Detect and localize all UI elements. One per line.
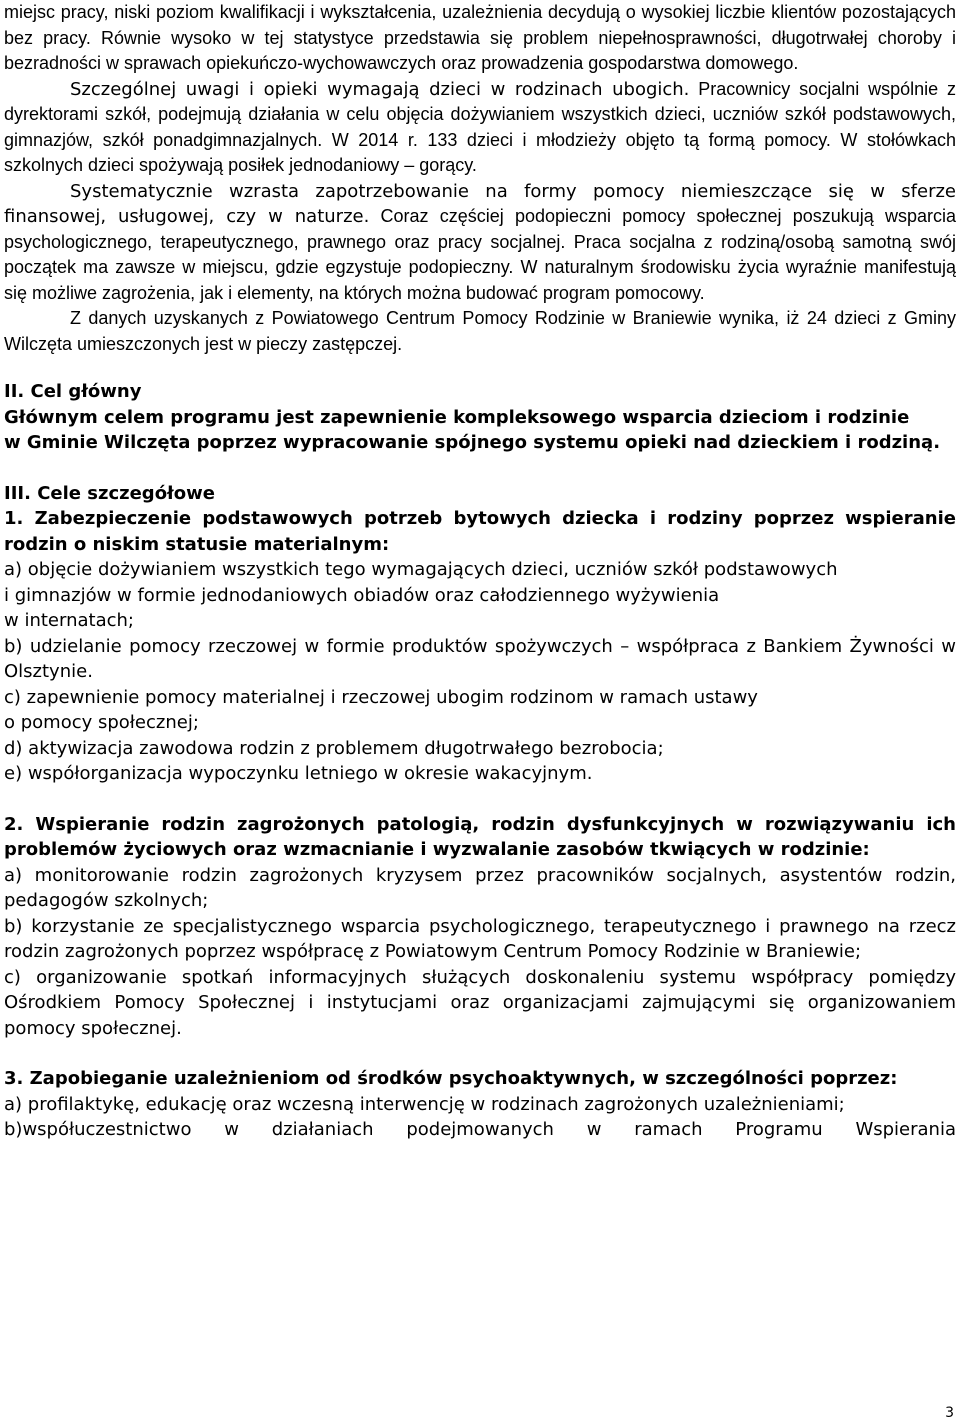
goal-1-item-a-line-2: i gimnazjów w formie jednodaniowych obiadów oraz całodziennego wyżywienia (4, 584, 720, 606)
goal-3-item-b: b)współuczestnictwo w działaniach podejmowanych w ramach Programu Wspierania (4, 1119, 956, 1140)
main-goal-line-2: w Gminie Wilczęta poprzez wypracowanie spójnego systemu opieki nad dzieckiem i rodziną. (4, 432, 941, 453)
goal-1-item-d: d) aktywizacja zawodowa rodzin z problemem długotrwałego bezrobocia; (4, 737, 664, 759)
goal-1-item-a-line-3: w internatach; (4, 610, 134, 631)
main-goal-line-1: Głównym celem programu jest zapewnienie kompleksowego wsparcia dzieciom i rodzinie (4, 406, 910, 428)
goal-2-title: 2. Wspieranie rodzin zagrożonych patologią, rodzin dysfunkcyjnych w rozwiązywaniu ich problemów życiowych oraz wzmacnianie i wyzwalanie zasobów tkwiących w rodzinie: (4, 813, 956, 860)
intro-paragraph-2-lead: Szczególnej uwagi i opieki wymagają dzieci w rodzinach ubogich. (70, 78, 690, 100)
goal-1-title: 1. Zabezpieczenie podstawowych potrzeb bytowych dziecka i rodziny poprzez wspieranie rodzin o niskim statusie materialnym: (4, 508, 956, 555)
intro-paragraph-4: Z danych uzyskanych z Powiatowego Centrum Pomocy Rodzinie w Braniewie wynika, iż 24 dzieci z Gminy Wilczęta umieszczonych jest w pieczy zastępczej. (4, 308, 956, 354)
section-2-heading: II. Cel główny (4, 381, 142, 402)
goal-2-item-a: a) monitorowanie rodzin zagrożonych kryzysem przez pracowników socjalnych, asystentów rodzin, pedagogów szkolnych; (4, 864, 956, 911)
goal-3-title: 3. Zapobieganie uzależnieniom od środków psychoaktywnych, w szczególności poprzez: (4, 1068, 898, 1089)
goal-2-item-b: b) korzystanie ze specjalistycznego wsparcia psychologicznego, terapeutycznego i prawnego na rzecz rodzin zagrożonych poprzez współpracę z Powiatowym Centrum Pomocy Rodzinie w Braniewie; (4, 915, 956, 962)
page-number: 3 (945, 1405, 954, 1421)
section-3-heading: III. Cele szczegółowe (4, 482, 215, 504)
goal-1-item-a-line-1: a) objęcie dożywianiem wszystkich tego wymagających dzieci, uczniów szkół podstawowych (4, 559, 838, 580)
intro-paragraph-3-lead: Systematycznie wzrasta zapotrzebowanie na formy pomocy niemieszczące się w sferze finansowej, usługowej, czy w naturze. (4, 180, 956, 227)
document-page (4, 0, 956, 1143)
goal-3-item-a: a) profilaktykę, edukację oraz wczesną interwencję w rodzinach zagrożonych uzależnieniami; (4, 1093, 845, 1115)
intro-paragraph-1: miejsc pracy, niski poziom kwalifikacji i wykształcenia, uzależnienia decydują o wysokiej liczbie klientów pozostających bez pracy. Równie wysoko w tej statystyce przedstawia się problem niepełnosprawności, długotrwałej choroby i bezradności w sprawach opiekuńczo-wychowawczych oraz prowadzenia gospodarstwa domowego. (4, 2, 956, 73)
goal-1-item-b: b) udzielanie pomocy rzeczowej w formie produktów spożywczych – współpraca z Bankiem Żywności w Olsztynie. (4, 635, 956, 682)
intro-paragraph-3-body: Coraz częściej podopieczni pomocy społecznej poszukują wsparcia psychologicznego, terapeutycznego, prawnego oraz pracy socjalnej. Praca socjalna z rodziną/osobą samotną swój początek ma zawsze w miejscu, gdzie egzystuje podopieczny. W naturalnym środowisku życia wyraźnie manifestują się możliwe zagrożenia, jak i elementy, na których można budować program pomocowy. (4, 206, 956, 303)
goal-1-item-c-line-1: c) zapewnienie pomocy materialnej i rzeczowej ubogim rodzinom w ramach ustawy (4, 686, 758, 708)
goal-2-item-c: c) organizowanie spotkań informacyjnych służących doskonaleniu systemu współpracy pomiędzy Ośrodkiem Pomocy Społecznej i instytucjami oraz organizacjami zajmującymi się organizowaniem pomocy społecznej. (4, 966, 956, 1039)
goal-1-item-e: e) współorganizacja wypoczynku letniego w okresie wakacyjnym. (4, 763, 593, 784)
goal-1-item-c-line-2: o pomocy społecznej; (4, 712, 199, 733)
intro-paragraph-2-body: Pracownicy socjalni wspólnie z dyrektorami szkół, podejmują działania w celu objęcia dożywianiem wszystkich dzieci, uczniów szkół podstawowych, gimnazjów, szkół ponadgimnazjalnych. W 2014 r. 133 dzieci i młodzieży objęto tą formą pomocy. W stołówkach szkolnych dzieci spożywają posiłek jednodaniowy – gorący. (4, 78, 956, 175)
